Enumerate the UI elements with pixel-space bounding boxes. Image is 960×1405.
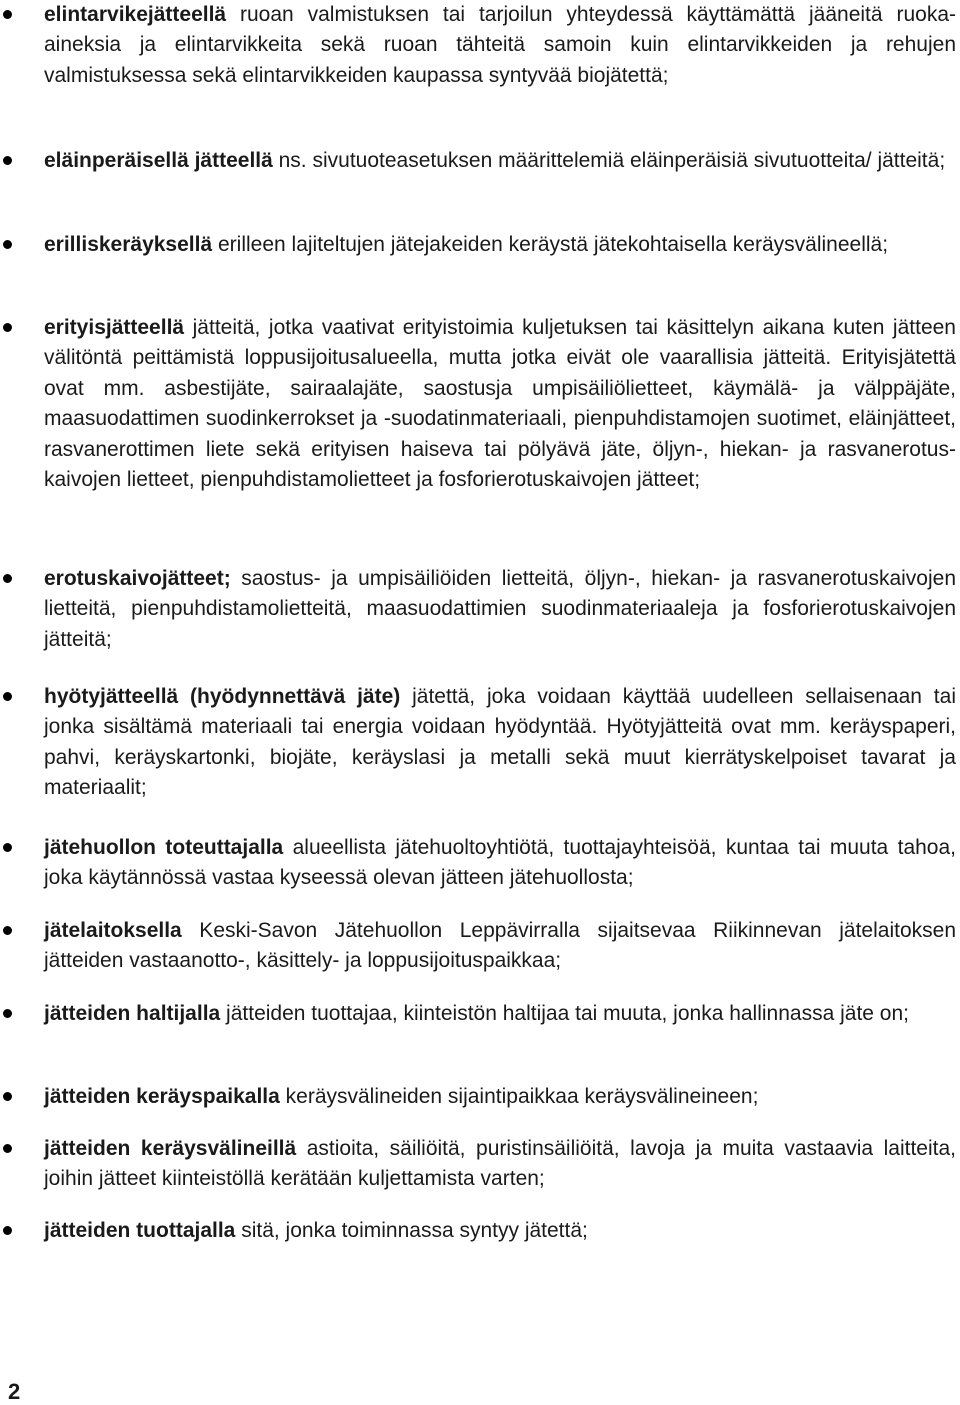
definition-text: [44, 1134, 956, 1195]
bullet-icon: [3, 1092, 12, 1101]
bullet-icon: [3, 10, 12, 19]
definition-text: [44, 1082, 956, 1112]
bullet-icon: [3, 1009, 12, 1018]
definition-term: jätteiden tuottajalla: [44, 1219, 236, 1242]
definition-text: [44, 916, 956, 977]
definition-text: [44, 1216, 956, 1246]
definition-text: [44, 230, 956, 260]
definition-description: keräysvälineiden sijaintipaikkaa keräysvälineineen;: [279, 1085, 759, 1108]
definition-term: hyötyjätteellä (hyödynnettävä jäte): [44, 685, 401, 708]
definition-term: jätehuollon toteuttajalla: [44, 836, 284, 859]
definition-description: jätteitä, jotka vaativat erityistoimia kuljetuksen tai käsittelyn aikana kuten jätteen välitöntä peittämistä loppusijoitusalueella, mutta jotka eivät ole vaarallisia jätteitä. Erityisjätettä ovat mm. asbestijäte, sairaalajäte, saostusja umpisäiliölietteet, käymälä- ja välppäjäte, maasuodattimen suodinkerrokset ja -suodatinmateriaali, pienpuhdistamojen suotimet, eläinjätteet, rasvanerottimen liete sekä erityisen haiseva tai pölyävä jäte, öljyn-, hiekan- ja rasvanerotuskaivojen lietteet, pienpuhdistamolietteet ja fosforierotuskaivojen jätteet;: [44, 316, 956, 492]
definition-term: jätteiden keräysvälineillä: [44, 1137, 297, 1160]
definition-description: alueellista jätehuoltoyhtiötä, tuottajayhteisöä, kuntaa tai muuta tahoa, joka käytännössä vastaa kyseessä olevan jätteen jätehuollosta;: [44, 836, 956, 890]
page-number: 2: [8, 1379, 21, 1404]
definition-text: [44, 0, 956, 91]
definition-text: [44, 146, 956, 176]
bullet-icon: [3, 926, 12, 935]
bullet-icon: [3, 1144, 12, 1153]
definition-term: erityisjätteellä: [44, 316, 185, 339]
bullet-icon: [3, 574, 12, 583]
definition-description: saostus- ja umpisäiliöiden lietteitä, öljyn-, hiekan- ja rasvanerotuskaivojen lietteitä, pienpuhdistamolietteitä, maasuodattimien suodinmateriaaleja ja fosforierotuskaivojen jätteitä;: [44, 567, 956, 651]
definition-description: sitä, jonka toiminnassa syntyy jätettä;: [235, 1219, 588, 1242]
definition-description: jätettä, joka voidaan käyttää uudelleen sellaisenaan tai jonka sisältämä materiaali tai energia voidaan hyödyntää. Hyötyjätteitä ovat mm. keräyspaperi, pahvi, keräyskartonki, biojäte, keräyslasi ja metalli sekä muut kierrätyskelpoiset tavarat ja materiaalit;: [44, 685, 956, 800]
bullet-icon: [3, 843, 12, 852]
definition-description: erilleen lajiteltujen jätejakeiden keräystä jätekohtaisella keräysvälineellä;: [212, 233, 889, 256]
definition-text: [44, 833, 956, 894]
definition-description: jätteiden tuottajaa, kiinteistön haltijaa tai muuta, jonka hallinnassa jäte on;: [220, 1002, 909, 1025]
definition-term: jätteiden haltijalla: [44, 1002, 221, 1025]
definition-description: ruoan valmistuksen tai tarjoilun yhteydessä käyttämättä jääneitä ruoka-aineksia ja elintarvikkeita sekä ruoan tähteitä samoin kuin elintarvikkeiden ja rehujen valmistuksessa sekä elintarvikkeiden kaupassa syntyvää biojätettä;: [44, 3, 956, 87]
definition-term: erilliskeräyksellä: [44, 233, 213, 256]
bullet-icon: [3, 240, 12, 249]
definition-text: [44, 313, 956, 495]
bullet-icon: [3, 323, 12, 332]
definition-term: jätelaitoksella: [44, 919, 182, 942]
definition-term: elintarvikejätteellä: [44, 3, 227, 26]
definition-description: ns. sivutuoteasetuksen määrittelemiä eläinperäisiä sivutuotteita/ jätteitä;: [272, 149, 946, 172]
definition-description: Keski-Savon Jätehuollon Leppävirralla sijaitsevaa Riikinnevan jätelaitoksen jätteiden vastaanotto-, käsittely- ja loppusijoituspaikkaa;: [44, 919, 956, 973]
definition-text: [44, 682, 956, 804]
definition-term: jätteiden keräyspaikalla: [44, 1085, 280, 1108]
definition-term: erotuskaivojätteet;: [44, 567, 231, 590]
definition-text: [44, 564, 956, 655]
definition-term: eläinperäisellä jätteellä: [44, 149, 273, 172]
definition-text: [44, 999, 956, 1029]
bullet-icon: [3, 1226, 12, 1235]
definition-description: astioita, säiliöitä, puristinsäiliöitä, lavoja ja muita vastaavia laitteita, joihin jätteet kiinteistöllä kerätään kuljettamista varten;: [44, 1137, 957, 1191]
bullet-icon: [3, 692, 12, 701]
bullet-icon: [3, 156, 12, 165]
